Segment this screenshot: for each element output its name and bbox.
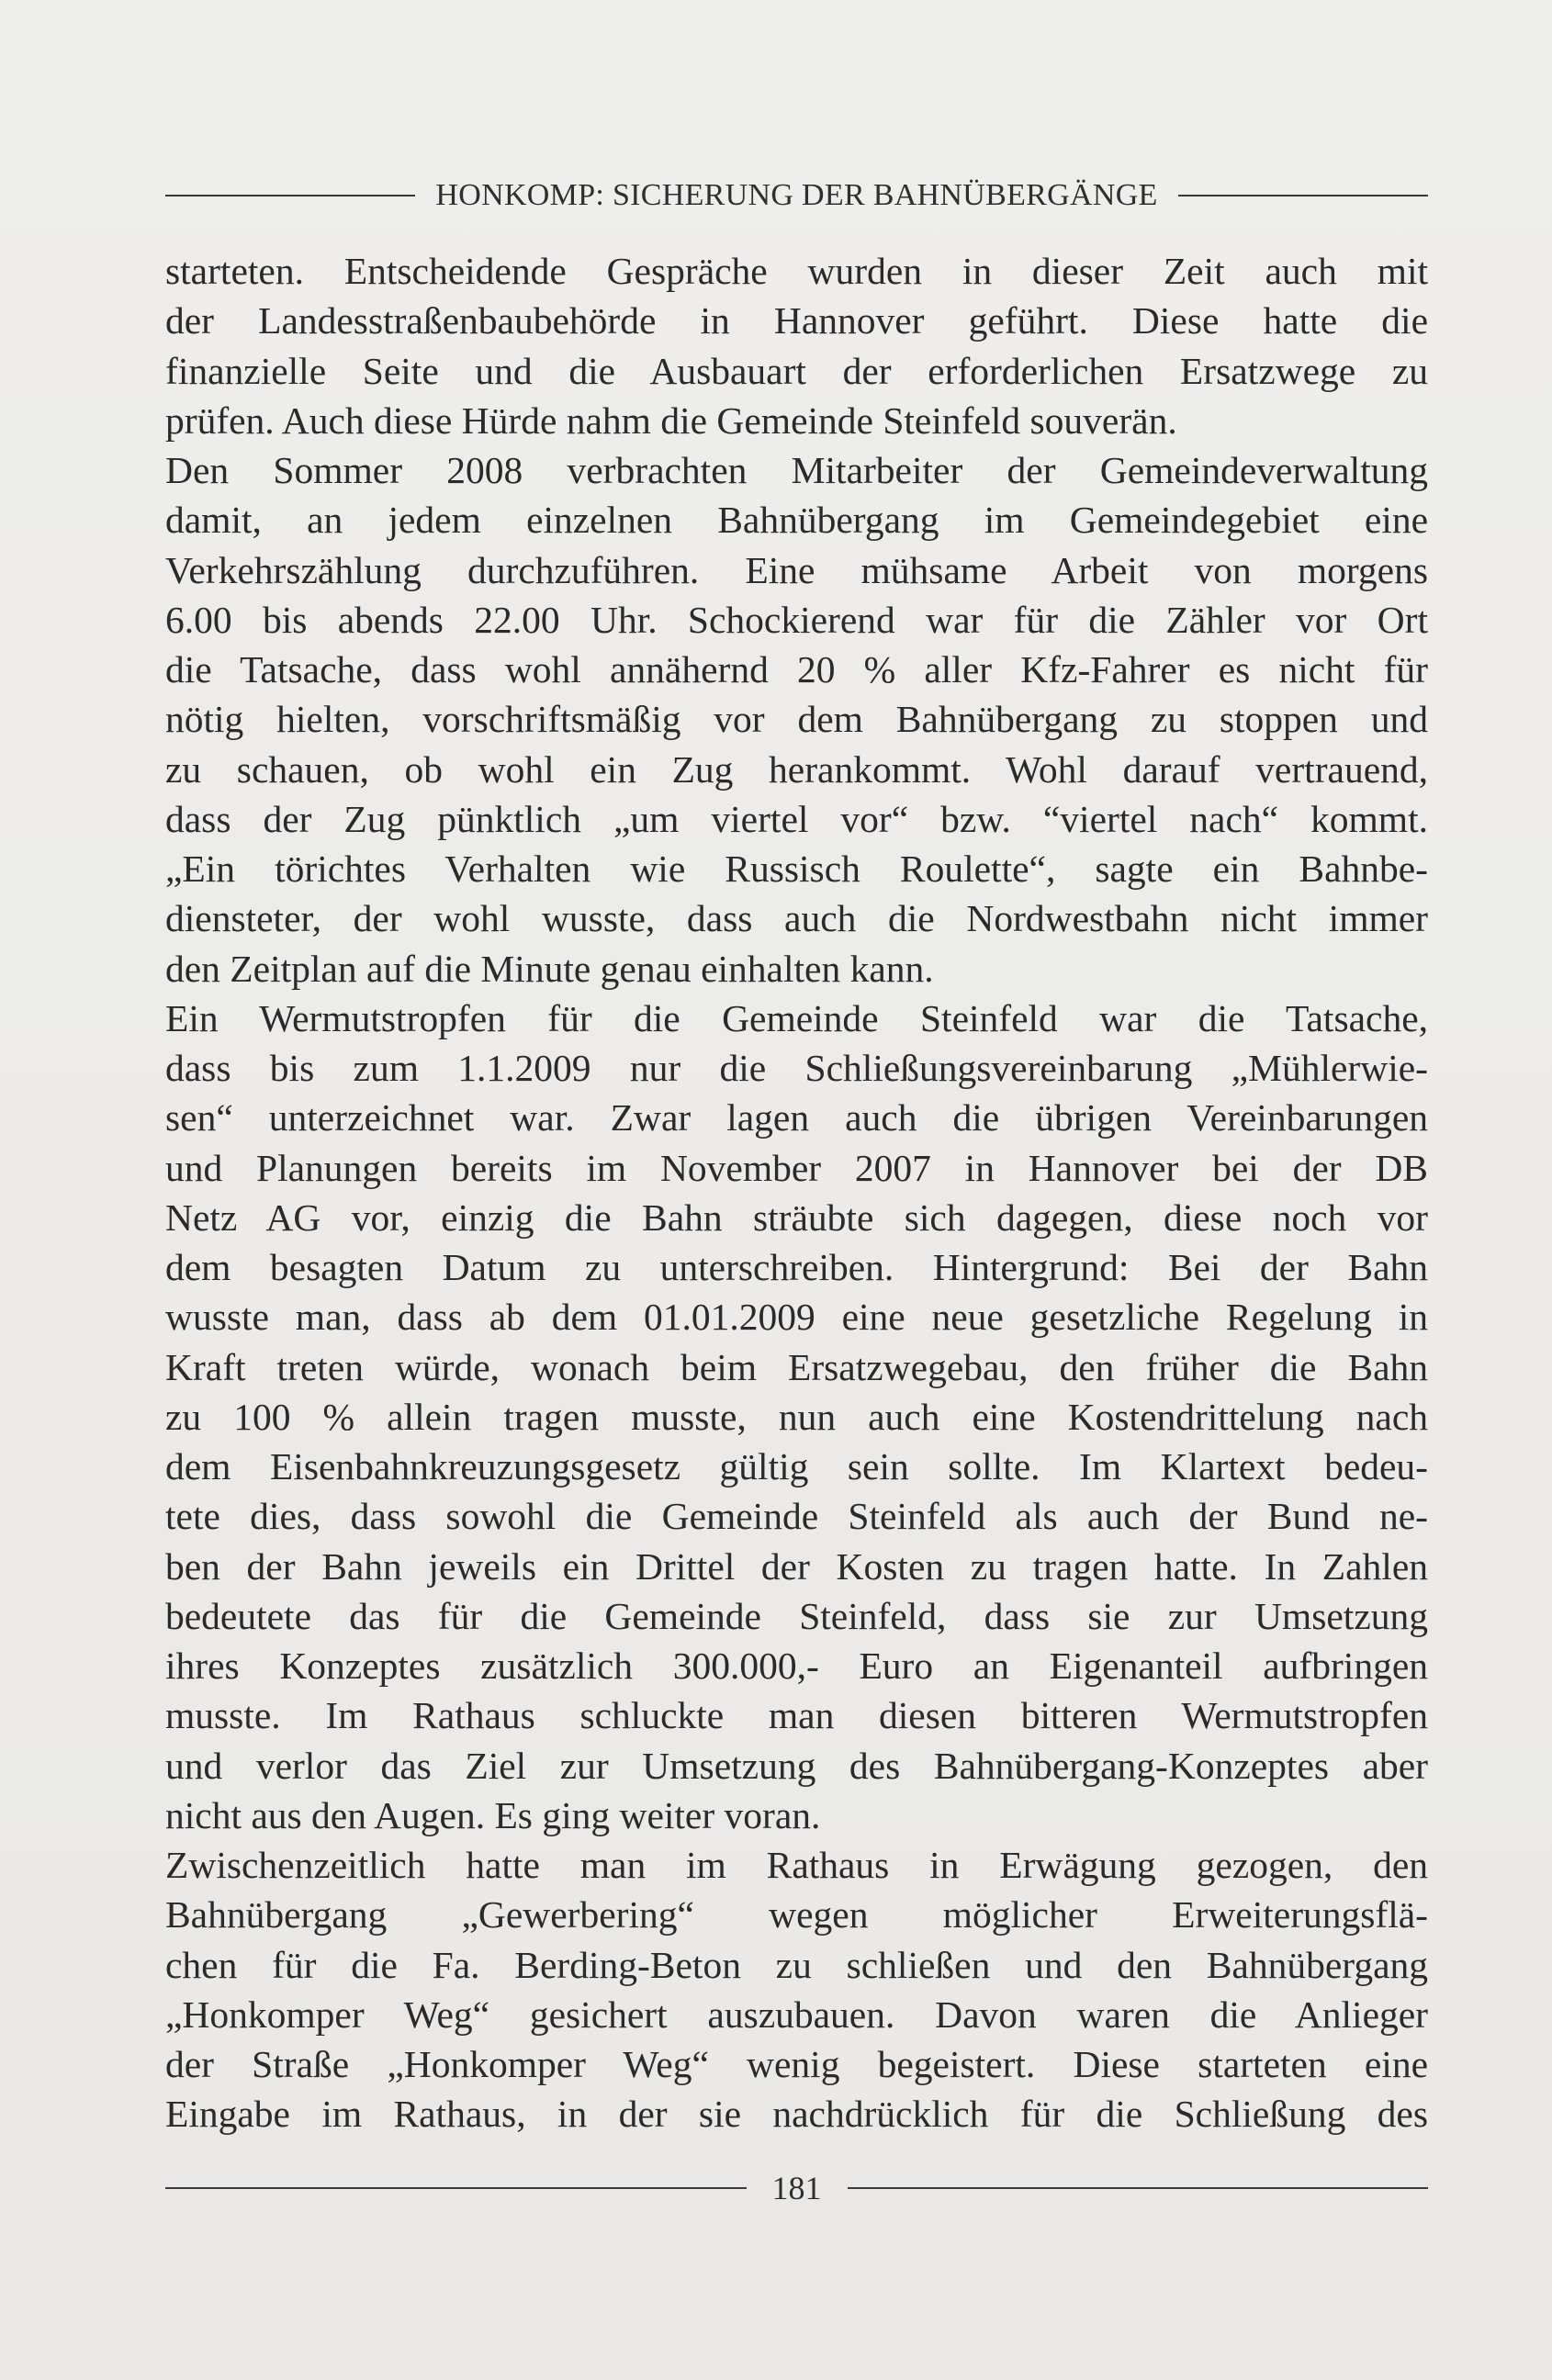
text-line: bedeutete das für die Gemeinde Steinfeld, dass sie zur Umsetzung: [165, 1594, 1428, 1637]
text-line: damit, an jedem einzelnen Bahnübergang im Gemeindegebiet eine: [165, 499, 1428, 542]
header-rule-left: [165, 195, 415, 196]
text-line: 6.00 bis abends 22.00 Uhr. Schockierend war für die Zähler vor Ort: [165, 598, 1428, 641]
paragraph: [165, 994, 1428, 1840]
text-line: prüfen. Auch diese Hürde nahm die Gemeinde Steinfeld souverän.: [165, 399, 1177, 442]
text-line: ihres Konzeptes zusätzlich 300.000,- Euro an Eigenanteil aufbringen: [165, 1645, 1428, 1687]
page-number: 181: [771, 2170, 822, 2206]
text-line: dem Eisenbahnkreuzungsgesetz gültig sein sollte. Im Klartext bedeu-: [165, 1445, 1428, 1488]
text-line: Den Sommer 2008 verbrachten Mitarbeiter der Gemeindeverwaltung: [165, 449, 1428, 491]
text-line: chen für die Fa. Berding-Beton zu schließen und den Bahnübergang: [165, 1943, 1428, 1986]
text-line: und verlor das Ziel zur Umsetzung des Bahnübergang-Konzeptes aber: [165, 1744, 1428, 1787]
footer-rule-right: [848, 2187, 1429, 2189]
text-line: der Landesstraßenbaubehörde in Hannover geführt. Diese hatte die: [165, 299, 1428, 342]
text-line: Netz AG vor, einzig die Bahn sträubte sich dagegen, diese noch vor: [165, 1196, 1428, 1239]
text-line: finanzielle Seite und die Ausbauart der erforderlichen Ersatzwege zu: [165, 349, 1428, 392]
text-line: „Ein törichtes Verhalten wie Russisch Roulette“, sagte ein Bahnbe-: [165, 848, 1428, 890]
text-line: Verkehrszählung durchzuführen. Eine mühsame Arbeit von morgens: [165, 548, 1428, 591]
text-line: zu 100 % allein tragen musste, nun auch eine Kostendrittelung nach: [165, 1395, 1428, 1438]
header-rule-right: [1178, 195, 1428, 196]
text-line: zu schauen, ob wohl ein Zug herankommt. Wohl darauf vertrauend,: [165, 747, 1428, 791]
text-line: „Honkomper Weg“ gesichert auszubauen. Davon waren die Anlieger: [165, 1993, 1428, 2036]
text-line: die Tatsache, dass wohl annähernd 20 % aller Kfz-Fahrer es nicht für: [165, 648, 1428, 690]
text-line: und Planungen bereits im November 2007 in Hannover bei der DB: [165, 1146, 1428, 1189]
text-line: Eingabe im Rathaus, in der sie nachdrücklich für die Schließung des: [165, 2093, 1428, 2136]
paragraph: [165, 445, 1428, 994]
body-text: [165, 246, 1428, 2139]
text-line: nötig hielten, vorschriftsmäßig vor dem Bahnübergang zu stoppen und: [165, 698, 1428, 741]
text-line: nicht aus den Augen. Es ging weiter voran.: [165, 1793, 821, 1836]
text-line: wusste man, dass ab dem 01.01.2009 eine neue gesetzliche Regelung in: [165, 1296, 1428, 1339]
running-head: [165, 173, 1428, 219]
text-line: dass bis zum 1.1.2009 nur die Schließungsvereinbarung „Mühlerwie-: [165, 1047, 1428, 1089]
text-line: Bahnübergang „Gewerbering“ wegen möglicher Erweiterungsflä-: [165, 1893, 1428, 1937]
text-line: sen“ unterzeichnet war. Zwar lagen auch die übrigen Vereinbarungen: [165, 1096, 1428, 1139]
running-title: HONKOMP: SICHERUNG DER BAHNÜBERGÄNGE: [435, 178, 1158, 212]
text-line: musste. Im Rathaus schluckte man diesen bitteren Wermutstropfen: [165, 1694, 1428, 1737]
text-line: dem besagten Datum zu unterschreiben. Hintergrund: Bei der Bahn: [165, 1246, 1428, 1288]
footer-rule-left: [165, 2187, 747, 2189]
text-line: tete dies, dass sowohl die Gemeinde Steinfeld als auch der Bund ne-: [165, 1495, 1428, 1538]
text-line: den Zeitplan auf die Minute genau einhalten kann.: [165, 947, 934, 990]
paragraph: [165, 1840, 1428, 2139]
text-line: dass der Zug pünktlich „um viertel vor“ bzw. “viertel nach“ kommt.: [165, 797, 1428, 840]
text-line: ben der Bahn jeweils ein Drittel der Kosten zu tragen hatte. In Zahlen: [165, 1544, 1428, 1588]
paragraph: [165, 246, 1428, 445]
text-line: Ein Wermutstropfen für die Gemeinde Steinfeld war die Tatsache,: [165, 996, 1428, 1039]
text-line: Kraft treten würde, wonach beim Ersatzwegebau, den früher die Bahn: [165, 1345, 1428, 1388]
text-line: Zwischenzeitlich hatte man im Rathaus in Erwägung gezogen, den: [165, 1844, 1428, 1886]
text-line: diensteter, der wohl wusste, dass auch die Nordwestbahn nicht immer: [165, 897, 1428, 940]
text-line: der Straße „Honkomper Weg“ wenig begeistert. Diese starteten eine: [165, 2043, 1428, 2085]
text-line: starteten. Entscheidende Gespräche wurden in dieser Zeit auch mit: [165, 250, 1428, 292]
page-footer: [165, 2165, 1428, 2211]
